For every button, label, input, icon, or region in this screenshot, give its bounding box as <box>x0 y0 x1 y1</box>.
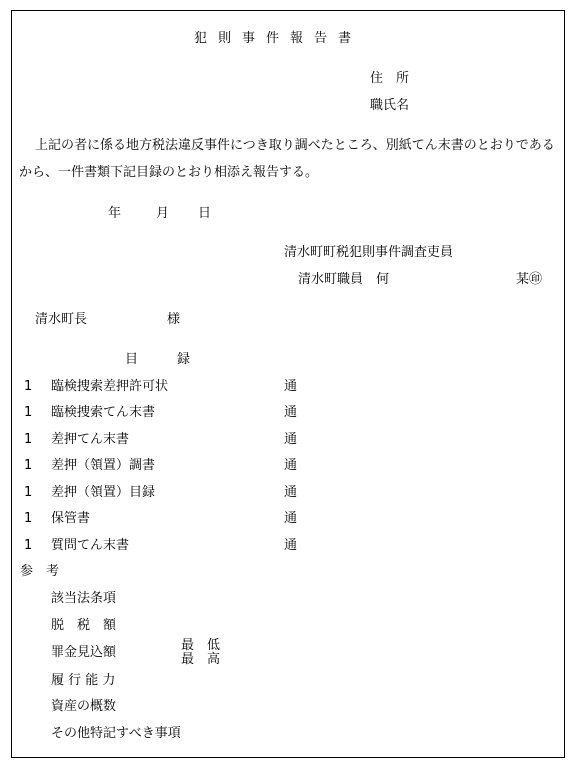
date-day: 日 <box>198 206 212 221</box>
item-count: 1 <box>24 379 33 394</box>
item-count: 1 <box>24 432 33 447</box>
reporter-name-seal: 某㊞ <box>516 272 543 287</box>
date-year: 年 <box>108 206 122 221</box>
item-name: 差押（領置）調書 <box>51 458 156 473</box>
item-name: 差押（領置）目録 <box>51 485 156 500</box>
reporter-position: 清水町町税犯則事件調査吏員 <box>284 245 454 260</box>
item-count: 1 <box>24 538 33 553</box>
item-unit: 通 <box>284 485 298 500</box>
item-unit: 通 <box>284 458 298 473</box>
item-unit: 通 <box>284 379 298 394</box>
item-name: 差押てん末書 <box>51 432 130 447</box>
item-count: 1 <box>24 405 33 420</box>
item-name: 臨検捜索差押許可状 <box>51 379 169 394</box>
date-month: 月 <box>156 206 170 221</box>
item-name: 臨検捜索てん末書 <box>51 405 156 420</box>
reference-item: 罪金見込額 <box>51 645 117 660</box>
fine-max-label: 最 高 <box>181 652 221 667</box>
reference-item: 履 行 能 力 <box>51 673 116 688</box>
item-unit: 通 <box>284 511 298 526</box>
reference-item: その他特記すべき事項 <box>51 726 181 741</box>
address-label: 住 所 <box>370 71 410 86</box>
document-title: 犯則事件報告書 <box>194 31 363 46</box>
item-count: 1 <box>24 485 33 500</box>
name-label: 職氏名 <box>370 98 410 113</box>
reference-item: 該当法条項 <box>51 591 117 606</box>
reporter-staff: 清水町職員 何 <box>298 272 390 287</box>
item-unit: 通 <box>284 432 298 447</box>
body-text: 上記の者に係る地方税法違反事件につき取り調べたところ、別紙てん末書のとおりであるから、一件書類下記目録のとおり相添え報告する。 <box>19 138 555 180</box>
body-paragraph <box>19 132 564 186</box>
reference-item: 脱 税 額 <box>51 618 117 633</box>
item-unit: 通 <box>284 538 298 553</box>
reference-item: 資産の概数 <box>51 699 117 714</box>
item-count: 1 <box>24 458 33 473</box>
item-unit: 通 <box>284 405 298 420</box>
item-name: 質問てん末書 <box>51 538 130 553</box>
item-name: 保管書 <box>51 511 91 526</box>
addressee-honorific: 様 <box>167 312 181 327</box>
fine-min-label: 最 低 <box>181 638 221 653</box>
item-count: 1 <box>24 511 33 526</box>
catalog-heading: 目 録 <box>125 352 191 367</box>
addressee-name: 清水町長 <box>35 312 88 327</box>
reference-heading: 参 考 <box>20 564 60 579</box>
